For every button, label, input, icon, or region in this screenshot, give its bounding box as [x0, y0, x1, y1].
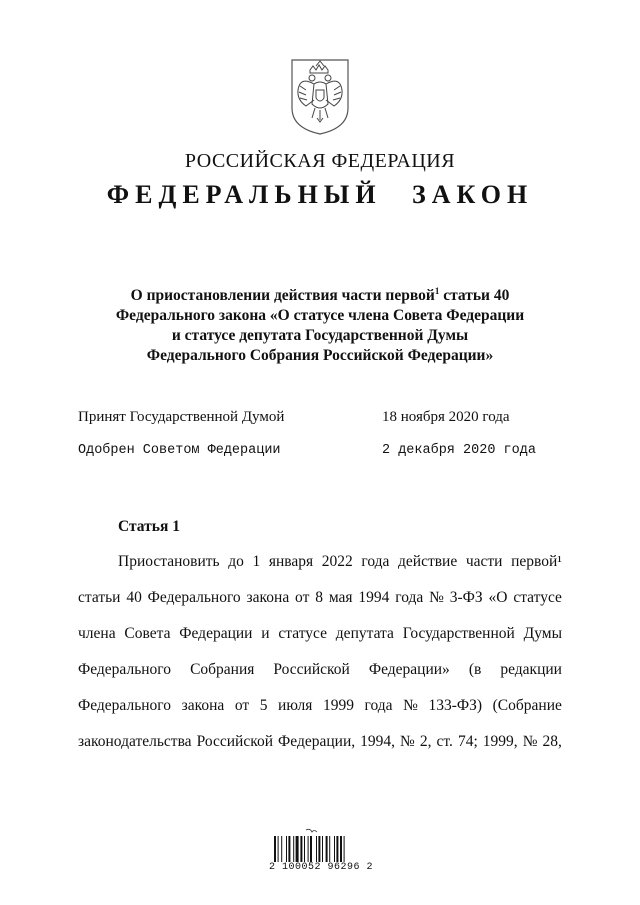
barcode-bar: [310, 836, 312, 862]
barcode-bar: [322, 836, 323, 862]
adoption-council-row: [78, 443, 558, 458]
law-title-line-2: Федерального закона «О статусе члена Совета Федерации: [115, 307, 525, 324]
article-word: Федерации: [179, 625, 253, 642]
article-word: части: [465, 553, 503, 570]
barcode-bar: [340, 836, 342, 862]
adoption-duma-date: 18 ноября 2020 года: [382, 409, 510, 425]
barcode-bar: [329, 836, 330, 862]
adoption-duma-row: [78, 409, 558, 426]
barcode-bar: [316, 836, 317, 862]
barcode-image: [266, 828, 376, 886]
barcode-bar: [278, 836, 279, 862]
article-word: Думы: [523, 625, 562, 642]
article-word: статусе: [278, 625, 327, 642]
article-body-line: [118, 553, 562, 571]
article-word: закона: [246, 589, 290, 606]
article-word: года: [361, 553, 390, 570]
coat-of-arms-emblem: [288, 56, 352, 136]
adoption-council-date: 2 декабря 2020 года: [382, 443, 536, 458]
article-word: «О: [488, 589, 508, 606]
article-word: 2022: [321, 553, 353, 570]
article-word: 40: [126, 589, 142, 606]
article-word: до: [228, 553, 244, 570]
article-word: закона: [181, 697, 225, 714]
article-word: члена: [78, 625, 116, 642]
adoption-duma-label: Принят Государственной Думой: [78, 409, 285, 425]
article-word: и: [261, 625, 270, 642]
barcode-bar: [318, 836, 320, 862]
law-title-line-1: [0, 286, 640, 306]
barcode-bar: [281, 836, 282, 862]
article-word: статусе: [513, 589, 562, 606]
article-word: года: [395, 589, 424, 606]
law-title: [0, 286, 640, 366]
barcode-bar: [334, 836, 335, 862]
barcode-bar: [336, 836, 338, 862]
barcode-bar: [344, 836, 345, 862]
law-title-line-4: Федерального Собрания Российской Федерации»: [146, 347, 494, 364]
article-word: 1999: [322, 697, 354, 714]
article-word: Федерального: [78, 697, 172, 714]
article-body-line: [78, 661, 562, 679]
barcode-bar: [288, 836, 290, 862]
article-body-line: [78, 733, 562, 751]
law-title-line-3: и статусе депутата Государственной Думы: [171, 327, 469, 344]
article-word: депутата: [335, 625, 394, 642]
article-word: (в: [468, 661, 482, 678]
barcode-bar: [274, 836, 276, 862]
article-word: Совета: [124, 625, 171, 642]
article-word: 1994: [358, 589, 390, 606]
superscript-mark: 1: [434, 285, 440, 296]
article-word: №: [429, 589, 444, 606]
article-word: от: [234, 697, 250, 714]
article-word: ст.: [436, 733, 453, 750]
article-word: 5: [259, 697, 268, 714]
article-body-line: [78, 625, 562, 643]
article-word: Федерации,: [278, 733, 356, 750]
article-word: 1999,: [482, 733, 518, 750]
barcode-bar: [308, 836, 309, 862]
article-word: №: [403, 697, 418, 714]
barcode-bar: [293, 836, 294, 862]
article-word: мая: [328, 589, 353, 606]
article-word: редакции: [500, 661, 562, 678]
law-title-line-1-tail: статьи 40: [439, 287, 510, 304]
article-word: Федерального: [147, 589, 241, 606]
barcode-bar: [300, 836, 302, 862]
article-word: года: [364, 697, 393, 714]
law-title-line-1-main: О приостановлении действия части первой: [130, 287, 435, 304]
article-body-line: [78, 589, 562, 607]
article-word: Российской: [273, 661, 350, 678]
country-name: РОССИЙСКАЯ ФЕДЕРАЦИЯ: [184, 150, 456, 172]
article-word: января: [268, 553, 314, 570]
barcode-bar: [326, 836, 328, 862]
article-word: 1994,: [360, 733, 396, 750]
article-word: 8: [315, 589, 323, 606]
article-word: от: [295, 589, 310, 606]
article-word: (Собрание: [492, 697, 562, 714]
article-word: №: [522, 733, 538, 750]
article-word: июля: [278, 697, 313, 714]
article-word: 133-ФЗ): [428, 697, 483, 714]
barcode-bar: [304, 836, 305, 862]
article-word: первой¹: [511, 553, 562, 570]
article-word: Государственной: [402, 625, 515, 642]
article-word: Федерального: [78, 661, 172, 678]
article-word: статьи: [78, 589, 121, 606]
adoption-council-label: Одобрен Советом Федерации: [78, 443, 281, 458]
article-word: №: [400, 733, 415, 750]
article-word: 3-ФЗ: [449, 589, 483, 606]
article-word: 74;: [457, 733, 478, 750]
article-word: Собрания: [190, 661, 255, 678]
article-body-line: [78, 697, 562, 715]
article-word: действие: [398, 553, 458, 570]
article-word: Федерации»: [368, 661, 450, 678]
article-word: законодательства: [78, 733, 192, 750]
article-word: 2,: [419, 733, 432, 750]
barcode-number: 2 100052 96296 2: [268, 862, 373, 873]
barcode-bar: [296, 836, 299, 862]
article-word: 1: [252, 553, 261, 570]
article-word: Приостановить: [118, 553, 220, 570]
article-word: Российской: [196, 733, 273, 750]
barcode-bar: [286, 836, 287, 862]
article-heading: Статья 1: [118, 518, 180, 535]
document-type: ФЕДЕРАЛЬНЫЙ ЗАКОН: [106, 180, 534, 209]
article-word: 28,: [542, 733, 562, 750]
